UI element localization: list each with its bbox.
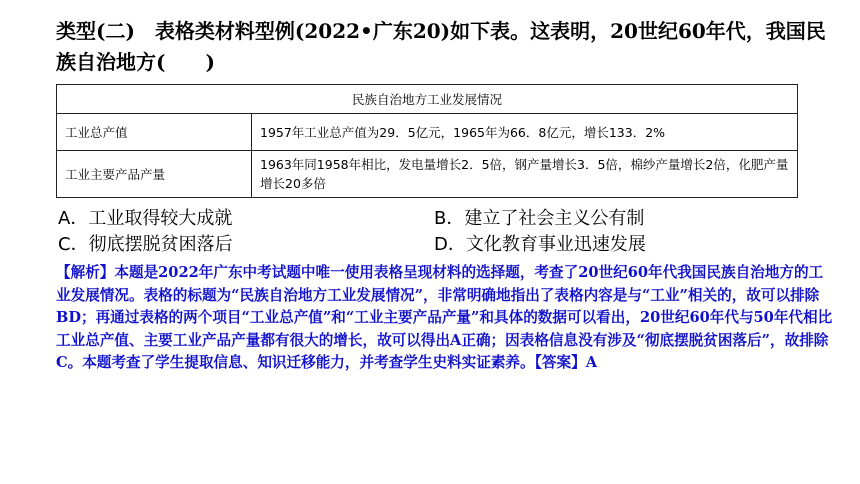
row-value: 1963年同1958年相比，发电量增长2．5倍，钢产量增长3．5倍，棉纱产量增长2倍，化肥产量增长20多倍 <box>252 151 798 198</box>
row-label: 工业总产值 <box>57 114 252 151</box>
table-row <box>57 151 798 198</box>
analysis-text: 【解析】本题是2022年广东中考试题中唯一使用表格呈现材料的选择题，考查了20世纪60年代我国民族自治地方的工业发展情况。表格的标题为“民族自治地方工业发展情况”，非常明确地指出了表格内容是与“工业”相关的，故可以排除BD；再通过表格的两个项目“工业总产值”和“工业主要产品产量”和具体的数据可以看出，20世纪60年代与50年代相比工业总产值、主要工业产品产量都有很大的增长，故可以得出A正确；因表格信息没有涉及“彻底摆脱贫困落后”，故排除C。本题考查了学生提取信息、知识迁移能力，并考查学生史料实证素养。 <box>56 264 833 371</box>
question-text: 类型(二) 表格类材料型例(2022•广东20)如下表。这表明，20世纪60年代，我国民族自治地方( ) <box>56 19 826 74</box>
row-value: 1957年工业总产值为29．5亿元，1965年为66．8亿元，增长133．2% <box>252 114 798 151</box>
table-title: 民族自治地方工业发展情况 <box>57 85 798 114</box>
option-c[interactable]: C．彻底摆脱贫困落后 <box>58 234 233 255</box>
table-row <box>57 114 798 151</box>
answer-label: 【答案】A <box>534 354 598 371</box>
row-label: 工业主要产品产量 <box>57 151 252 198</box>
option-b[interactable]: B．建立了社会主义公有制 <box>434 208 645 229</box>
option-d[interactable]: D．文化教育事业迅速发展 <box>434 234 646 255</box>
data-table <box>56 84 798 198</box>
analysis-block <box>56 262 836 375</box>
option-a[interactable]: A．工业取得较大成就 <box>58 208 233 229</box>
